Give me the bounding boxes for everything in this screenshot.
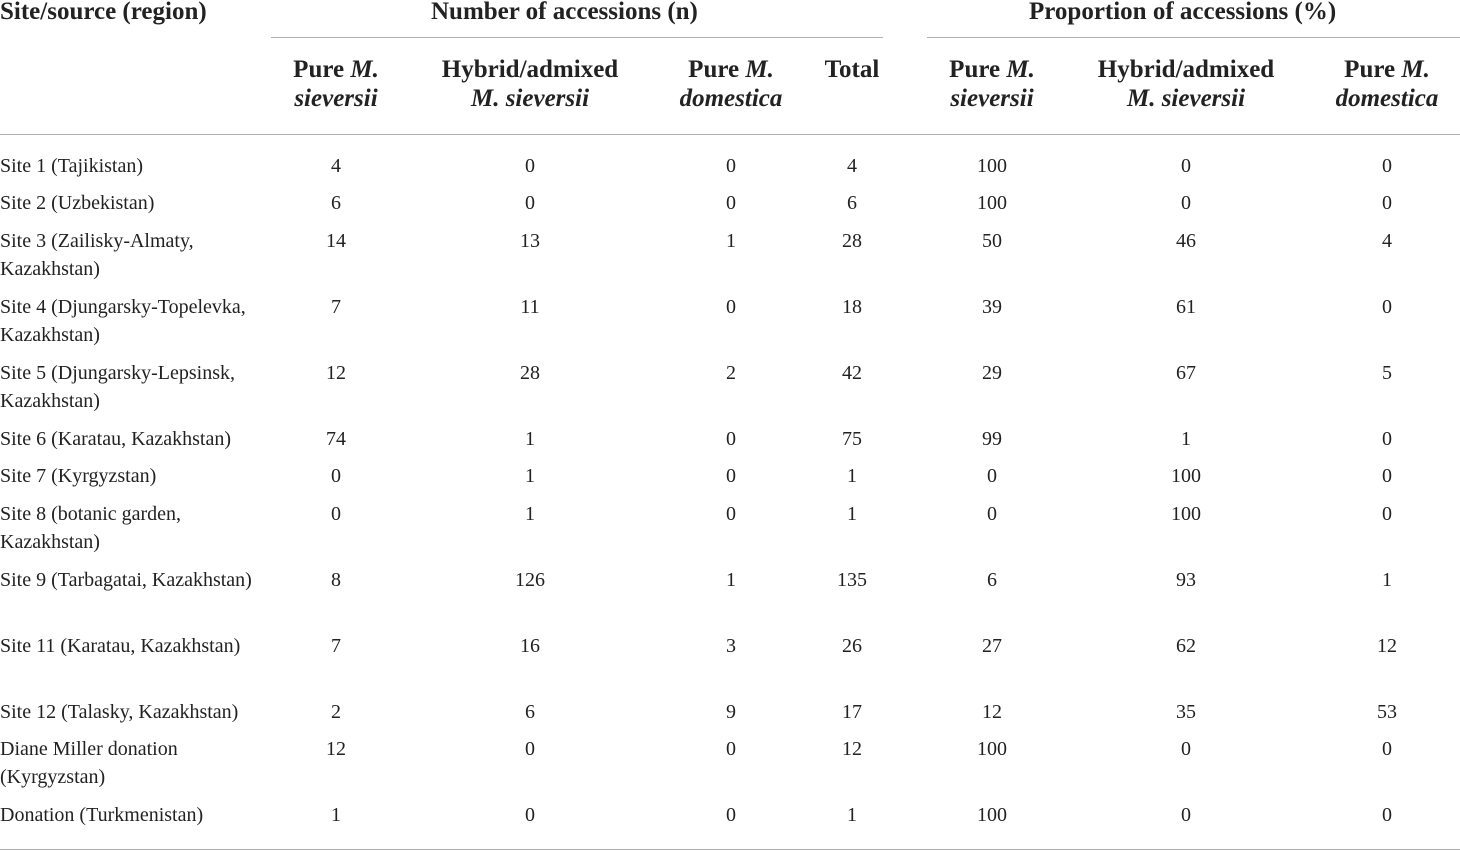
value-cell: 28 <box>842 230 862 252</box>
subheader-line1-text: Hybrid/admixed <box>1097 56 1275 83</box>
value-cell: 99 <box>982 428 1002 450</box>
value-cell: 1 <box>1382 569 1392 591</box>
value-cell: 2 <box>726 362 736 384</box>
site-cell: Site 11 (Karatau, Kazakhstan) <box>0 635 241 657</box>
value-cell: 0 <box>726 155 736 177</box>
value-cell: 0 <box>1181 738 1191 760</box>
site-cell: Donation (Turkmenistan) <box>0 804 204 826</box>
value-cell: 6 <box>987 569 997 591</box>
value-cell: 1 <box>847 503 857 525</box>
value-cell: 0 <box>726 804 736 826</box>
value-cell: 62 <box>1176 635 1196 657</box>
subheader-line1-text: Pure <box>949 56 1007 83</box>
value-cell: 0 <box>726 428 736 450</box>
column-subheader <box>882 55 1102 113</box>
subheader-line2-italic: M. sieversii <box>470 85 590 112</box>
subheader-line1-text: Pure <box>293 56 351 83</box>
subheader-line1-italic: M. <box>745 56 774 83</box>
value-cell: 0 <box>1382 155 1392 177</box>
value-cell: 100 <box>977 804 1007 826</box>
value-cell: 100 <box>977 155 1007 177</box>
site-cell: Site 12 (Talasky, Kazakhstan) <box>0 701 239 723</box>
value-cell: 27 <box>982 635 1002 657</box>
value-cell: 67 <box>1176 362 1196 384</box>
value-cell: 0 <box>331 503 341 525</box>
value-cell: 17 <box>842 701 862 723</box>
subheader-line2-italic: domestica <box>679 85 783 112</box>
value-cell: 1 <box>525 428 535 450</box>
value-cell: 50 <box>982 230 1002 252</box>
value-cell: 93 <box>1176 569 1196 591</box>
subheader-line1-text: Total <box>824 56 880 83</box>
value-cell: 42 <box>842 362 862 384</box>
column-subheader <box>1277 55 1460 113</box>
value-cell: 1 <box>726 569 736 591</box>
value-cell: 29 <box>982 362 1002 384</box>
value-cell: 0 <box>525 738 535 760</box>
value-cell: 1 <box>525 503 535 525</box>
value-cell: 46 <box>1176 230 1196 252</box>
value-cell: 16 <box>520 635 540 657</box>
site-column-header: Site/source (region) <box>0 0 207 25</box>
site-cell: Site 8 (botanic garden, Kazakhstan) <box>0 503 182 553</box>
value-cell: 2 <box>331 701 341 723</box>
proportions-group-rule <box>927 37 1460 38</box>
counts-group-rule <box>271 37 883 38</box>
value-cell: 0 <box>726 503 736 525</box>
value-cell: 0 <box>1382 804 1392 826</box>
value-cell: 1 <box>847 465 857 487</box>
value-cell: 100 <box>1171 465 1201 487</box>
value-cell: 0 <box>726 465 736 487</box>
value-cell: 0 <box>726 738 736 760</box>
proportions-group-header: Proportion of accessions (%) <box>1029 0 1337 25</box>
value-cell: 12 <box>982 701 1002 723</box>
value-cell: 0 <box>1382 428 1392 450</box>
value-cell: 0 <box>525 192 535 214</box>
value-cell: 1 <box>1181 428 1191 450</box>
site-cell: Site 3 (Zailisky-Almaty, Kazakhstan) <box>0 230 194 280</box>
value-cell: 100 <box>977 192 1007 214</box>
value-cell: 0 <box>726 192 736 214</box>
subheader-line1-text: Pure <box>688 56 746 83</box>
subheader-line2-italic: sieversii <box>294 85 378 112</box>
value-cell: 53 <box>1377 701 1397 723</box>
column-subheader <box>420 55 640 113</box>
value-cell: 28 <box>520 362 540 384</box>
subheader-line2-italic: M. sieversii <box>1126 85 1246 112</box>
value-cell: 3 <box>726 635 736 657</box>
value-cell: 0 <box>1382 465 1392 487</box>
value-cell: 12 <box>1377 635 1397 657</box>
value-cell: 0 <box>1382 738 1392 760</box>
site-cell: Site 2 (Uzbekistan) <box>0 192 155 214</box>
subheader-line2-italic: domestica <box>1335 85 1439 112</box>
subheader-line1-italic: M. <box>350 56 379 83</box>
value-cell: 0 <box>987 503 997 525</box>
header-bottom-rule <box>0 134 1460 135</box>
value-cell: 0 <box>1382 296 1392 318</box>
site-cell: Site 7 (Kyrgyzstan) <box>0 465 157 487</box>
value-cell: 74 <box>326 428 346 450</box>
site-cell: Site 4 (Djungarsky-Topelevka, Kazakhstan) <box>0 296 246 346</box>
counts-group-header: Number of accessions (n) <box>431 0 698 25</box>
subheader-line1-text: Hybrid/admixed <box>441 56 619 83</box>
value-cell: 100 <box>1171 503 1201 525</box>
value-cell: 135 <box>837 569 867 591</box>
subheader-line1-italic: M. <box>1006 56 1035 83</box>
value-cell: 0 <box>331 465 341 487</box>
value-cell: 4 <box>847 155 857 177</box>
value-cell: 6 <box>525 701 535 723</box>
site-cell: Site 6 (Karatau, Kazakhstan) <box>0 428 232 450</box>
value-cell: 5 <box>1382 362 1392 384</box>
value-cell: 35 <box>1176 701 1196 723</box>
value-cell: 7 <box>331 635 341 657</box>
subheader-line2-italic: sieversii <box>950 85 1034 112</box>
site-cell: Site 5 (Djungarsky-Lepsinsk, Kazakhstan) <box>0 362 235 412</box>
value-cell: 1 <box>726 230 736 252</box>
value-cell: 6 <box>847 192 857 214</box>
value-cell: 18 <box>842 296 862 318</box>
value-cell: 11 <box>520 296 540 318</box>
value-cell: 1 <box>331 804 341 826</box>
value-cell: 1 <box>525 465 535 487</box>
value-cell: 4 <box>331 155 341 177</box>
value-cell: 61 <box>1176 296 1196 318</box>
subheader-line1-italic: M. <box>1401 56 1430 83</box>
value-cell: 12 <box>842 738 862 760</box>
site-cell: Site 1 (Tajikistan) <box>0 155 144 177</box>
column-subheader <box>226 55 446 113</box>
value-cell: 0 <box>987 465 997 487</box>
site-cell: Diane Miller donation (Kyrgyzstan) <box>0 738 178 788</box>
column-subheader <box>1076 55 1296 113</box>
value-cell: 0 <box>525 804 535 826</box>
value-cell: 0 <box>1181 804 1191 826</box>
value-cell: 13 <box>520 230 540 252</box>
value-cell: 12 <box>326 362 346 384</box>
value-cell: 6 <box>331 192 341 214</box>
value-cell: 9 <box>726 701 736 723</box>
value-cell: 0 <box>726 296 736 318</box>
value-cell: 1 <box>847 804 857 826</box>
value-cell: 0 <box>525 155 535 177</box>
value-cell: 4 <box>1382 230 1392 252</box>
table-bottom-rule <box>0 849 1460 850</box>
value-cell: 12 <box>326 738 346 760</box>
value-cell: 0 <box>1382 192 1392 214</box>
site-cell: Site 9 (Tarbagatai, Kazakhstan) <box>0 569 252 591</box>
value-cell: 0 <box>1181 155 1191 177</box>
value-cell: 26 <box>842 635 862 657</box>
value-cell: 0 <box>1382 503 1392 525</box>
subheader-line1-text: Pure <box>1344 56 1402 83</box>
value-cell: 8 <box>331 569 341 591</box>
value-cell: 0 <box>1181 192 1191 214</box>
value-cell: 39 <box>982 296 1002 318</box>
value-cell: 126 <box>515 569 545 591</box>
value-cell: 100 <box>977 738 1007 760</box>
value-cell: 7 <box>331 296 341 318</box>
value-cell: 75 <box>842 428 862 450</box>
value-cell: 14 <box>326 230 346 252</box>
